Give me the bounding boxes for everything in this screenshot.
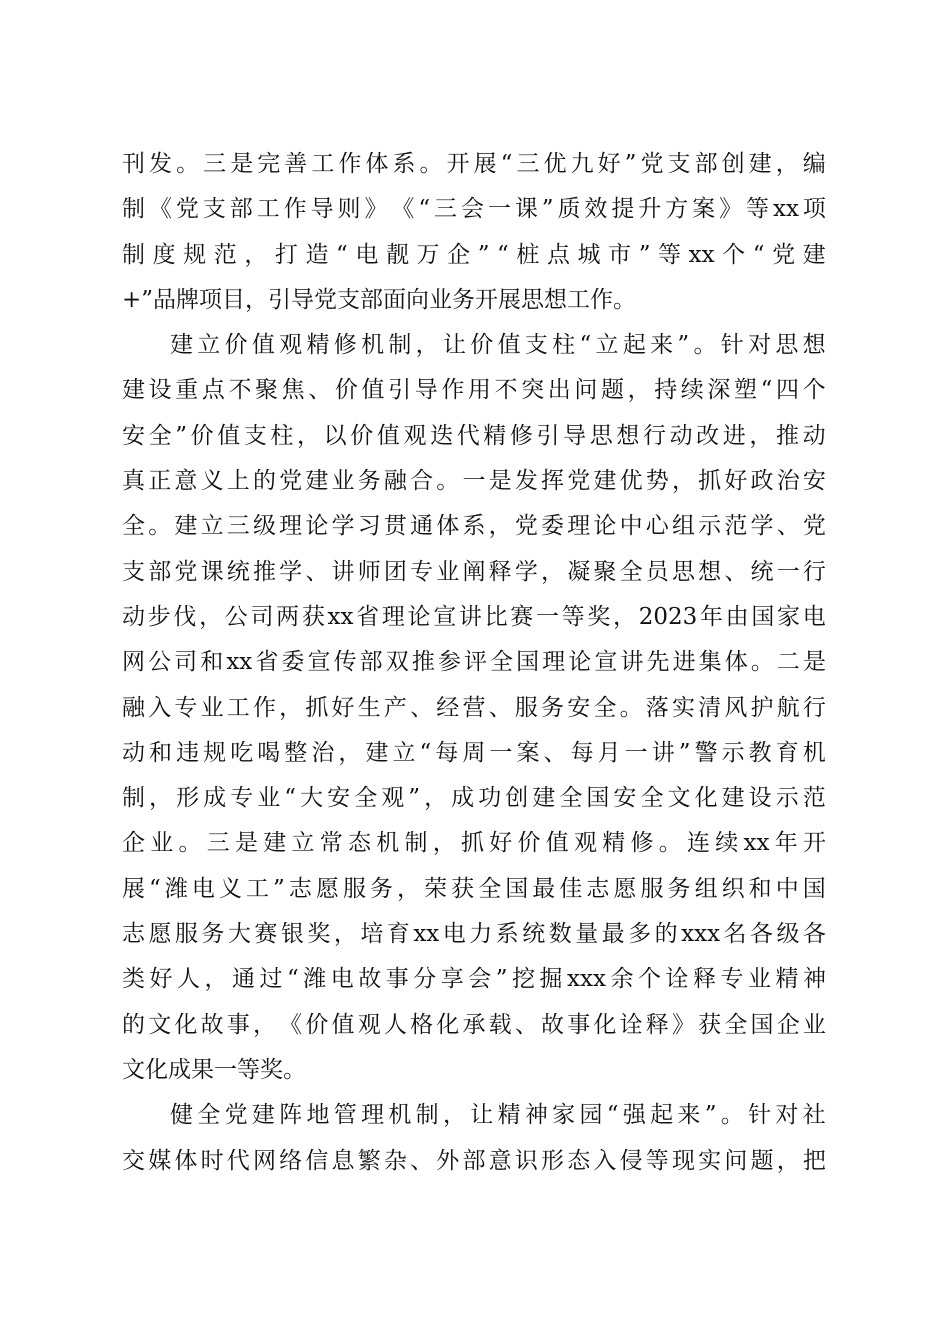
paragraph-2 (122, 323, 826, 1093)
text-line: 制 度 规 范 ， 打 造 “ 电 靓 万 企 ” “ 桩 点 城 市 ” 等 xx 个 “ 党 建 (122, 241, 826, 268)
text-line: 企 业 。 三 是 建 立 常 态 机 制 ， 抓 好 价 值 观 精 修 。 连 续 xx 年 开 (122, 830, 826, 857)
text-line: 网 公 司 和 xx 省 委 宣 传 部 双 推 参 评 全 国 理 论 宣 讲 先 进 集 体 。 二 是 (122, 649, 826, 676)
text-line: 建 设 重 点 不 聚 焦 、 价 值 引 导 作 用 不 突 出 问 题 ， 持 续 深 塑 “ 四 个 (122, 377, 826, 404)
text-line: 建 立 价 值 观 精 修 机 制 ， 让 价 值 支 柱 “ 立 起 来 ” 。 针 对 思 想 (170, 332, 826, 359)
text-line: 类 好 人 ， 通 过 “ 潍 电 故 事 分 享 会 ” 挖 掘 xxx 余 个 诠 释 专 业 精 神 (122, 966, 826, 993)
text-line: 刊 发 。 三 是 完 善 工 作 体 系 。 开 展 “ 三 优 九 好 ” 党 支 部 创 建 ， 编 (122, 151, 826, 177)
text-line: 动 和 违 规 吃 喝 整 治 ， 建 立 “ 每 周 一 案 、 每 月 一 讲 ” 警 示 教 育 机 (122, 739, 826, 766)
text-line: 展 “ 潍 电 义 工 ” 志 愿 服 务 ， 荣 获 全 国 最 佳 志 愿 服 务 组 织 和 中 国 (122, 875, 826, 902)
text-line: +”品牌项目，引导党支部面向业务开展思想工作。 (122, 286, 637, 313)
paragraph-1 (122, 142, 826, 323)
text-line: 真 正 意 义 上 的 党 建 业 务 融 合 。 一 是 发 挥 党 建 优 势 ， 抓 好 政 治 安 (122, 468, 826, 495)
text-line: 制 ， 形 成 专 业 “ 大 安 全 观 ” ， 成 功 创 建 全 国 安 全 文 化 建 设 示 范 (122, 785, 826, 812)
text-line: 支 部 党 课 统 推 学 、 讲 师 团 专 业 阐 释 学 ， 凝 聚 全 员 思 想 、 统 一 行 (122, 558, 826, 585)
text-line: 融 入 专 业 工 作 ， 抓 好 生 产 、 经 营 、 服 务 安 全 。 落 实 清 风 护 航 行 (122, 694, 826, 721)
document-body (122, 142, 826, 1184)
text-line: 动 步 伐 ， 公 司 两 获 xx 省 理 论 宣 讲 比 赛 一 等 奖 ， 2023 年 由 国 家 电 (122, 603, 826, 630)
text-line: 交 媒 体 时 代 网 络 信 息 繁 杂 、 外 部 意 识 形 态 入 侵 等 现 实 问 题 ， 把 (122, 1147, 826, 1174)
text-line: 志 愿 服 务 大 赛 银 奖 ， 培 育 xx 电 力 系 统 数 量 最 多 的 xxx 名 各 级 各 (122, 921, 826, 948)
text-line: 的 文 化 故 事 ， 《 价 值 观 人 格 化 承 载 、 故 事 化 诠 释 》 获 全 国 企 业 (122, 1011, 826, 1038)
text-line: 文化成果一等奖。 (122, 1056, 306, 1083)
text-line: 安 全 ” 价 值 支 柱 ， 以 价 值 观 迭 代 精 修 引 导 思 想 行 动 改 进 ， 推 动 (122, 422, 826, 449)
text-line: 全 。 建 立 三 级 理 论 学 习 贯 通 体 系 ， 党 委 理 论 中 心 组 示 范 学 、 党 (122, 513, 826, 540)
text-line: 健 全 党 建 阵 地 管 理 机 制 ， 让 精 神 家 园 “ 强 起 来 ” 。 针 对 社 (170, 1102, 826, 1129)
text-line: 制 《 党 支 部 工 作 导 则 》 《 “ 三 会 一 课 ” 质 效 提 升 方 案 》 等 xx 项 (122, 196, 826, 223)
paragraph-3 (122, 1093, 826, 1184)
